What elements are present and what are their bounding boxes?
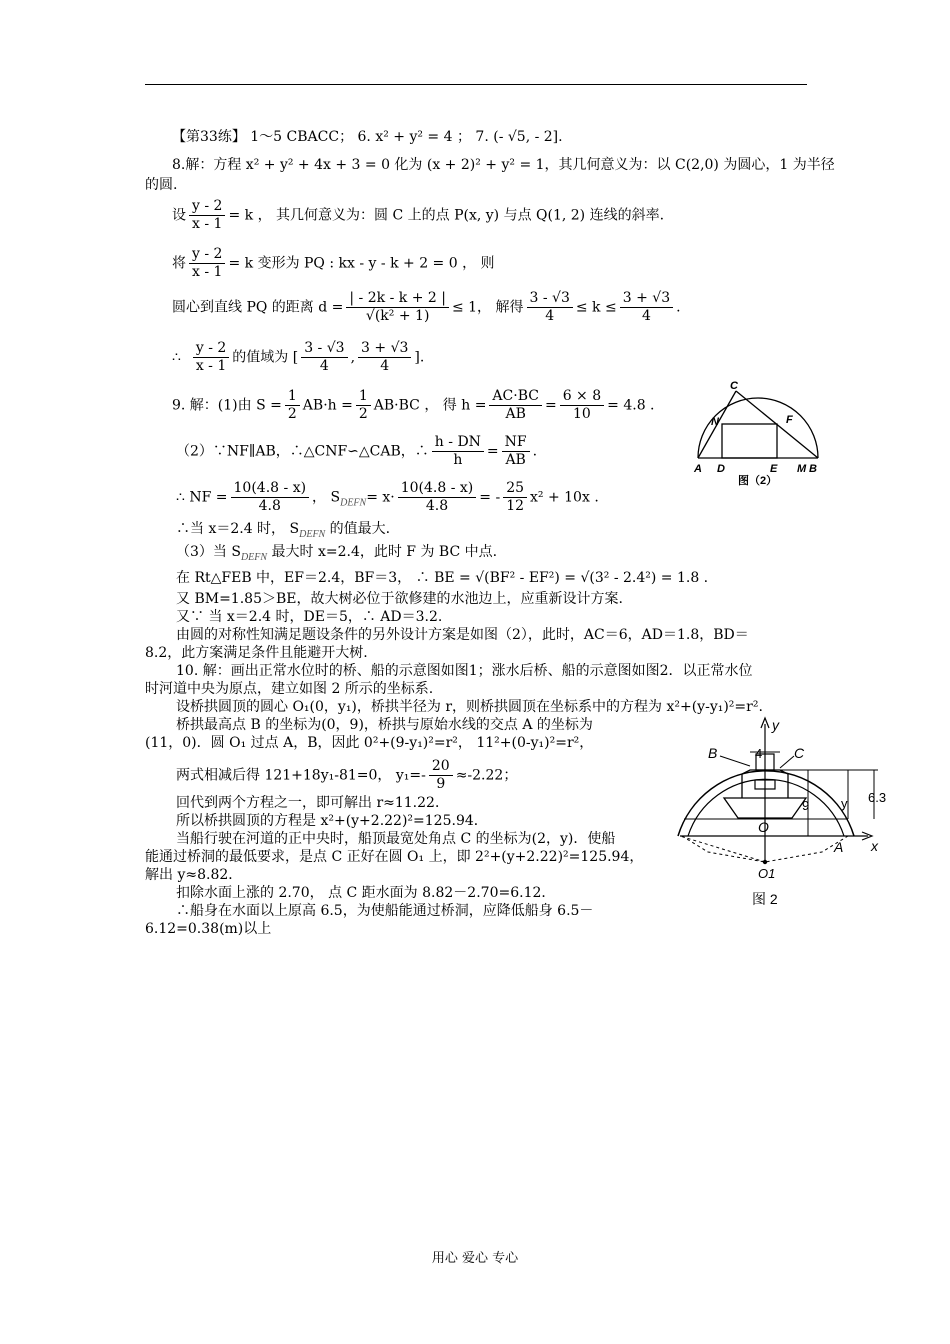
slope-den-2: x - 1 bbox=[192, 264, 223, 280]
ratio-den-2: AB bbox=[505, 452, 526, 468]
nf-num: 10(4.8 - x) bbox=[231, 480, 310, 498]
y1-num: 20 bbox=[429, 758, 453, 776]
inscribed-rectangle bbox=[722, 424, 777, 458]
fig1-label-e: E bbox=[770, 463, 778, 475]
q8-range-end: ]. bbox=[414, 349, 425, 366]
q9-line7: 又 BM=1.85＞BE，故大树必位于欲修建的水池边上，应重新设计方案. bbox=[176, 591, 623, 607]
semicircle-arc bbox=[698, 398, 818, 458]
q9-part3 bbox=[176, 543, 497, 567]
fig2-label-9: 9 bbox=[802, 798, 810, 813]
nf-prefix: ∴ NF = bbox=[176, 489, 228, 506]
k-upper-num: 3 + √3 bbox=[620, 290, 673, 308]
center-o1-point bbox=[763, 860, 767, 864]
k-lower-den: 4 bbox=[545, 308, 555, 324]
q9-line10: 8.2，此方案满足条件且能避开大树. bbox=[145, 645, 368, 661]
k-upper-fraction bbox=[620, 290, 673, 325]
h-fraction-2 bbox=[560, 388, 604, 423]
fig1-label-d: D bbox=[717, 463, 725, 475]
q9-l4: ∴当 x＝2.4 时， S bbox=[176, 521, 300, 537]
q8-range: ∴ $\frac{y - 2}{x - 1}$ 的值域为 [ $\frac{3 - √3}{4}$ , $\frac{3 + √3}{4}$ ]. bbox=[172, 340, 425, 374]
s-label: ， S bbox=[312, 489, 341, 506]
fig1-label-n: N bbox=[711, 416, 719, 428]
q10-line12: 扣除水面上涨的 2.70， 点 C 距水面为 8.82－2.70=6.12． bbox=[176, 885, 556, 901]
q8-set-slope bbox=[172, 198, 664, 233]
q9-l4-end: 的值最大. bbox=[325, 521, 391, 537]
slope-den: x - 1 bbox=[192, 216, 223, 232]
half-fraction-2 bbox=[356, 388, 371, 423]
coef-num: 25 bbox=[503, 480, 527, 498]
q9-part1 bbox=[172, 388, 655, 423]
q10-line1: 10. 解：画出正常水位时的桥、船的示意图如图1；涨水后桥、船的示意图如图2．以正常水位 bbox=[176, 663, 753, 679]
q9-part2 bbox=[176, 434, 537, 469]
q8-line2: 的圆. bbox=[145, 177, 178, 193]
fig2-label-63: 6.3 bbox=[868, 790, 887, 805]
fig1-label-c: C bbox=[730, 380, 738, 392]
q10-line14: 6.12=0.38(m)以上 bbox=[145, 921, 272, 937]
q9-line6: 在 Rt△FEB 中，EF＝2.4，BF＝3， ∴ BE = √(BF² - EF²) = √(3² - 2.4²) = 1.8 . bbox=[176, 570, 709, 586]
page-footer: 用心 爱心 专心 bbox=[431, 1251, 519, 1266]
range-lower-num: 3 - √3 bbox=[301, 340, 347, 358]
ratio-num-2: NF bbox=[502, 434, 530, 452]
q10-line5: (11，0)．圆 O₁ 过点 A，B，因此 0²+(9-y₁)²=r²， 11²+(0-y₁)²=r²， bbox=[145, 735, 594, 751]
q9-l1-prefix: 9. 解：(1)由 S = bbox=[172, 397, 282, 414]
figure-bridge bbox=[668, 712, 893, 912]
q10-line7: 回代到两个方程之一，即可解出 r≈11.22． bbox=[176, 795, 449, 811]
coef-den: 12 bbox=[506, 498, 525, 514]
slope-den-3: x - 1 bbox=[195, 358, 227, 374]
leader-c bbox=[780, 756, 794, 768]
range-lower-den: 4 bbox=[319, 358, 329, 374]
ratio-end: . bbox=[532, 443, 538, 460]
s-eq: = x· bbox=[366, 489, 395, 506]
q10-line3: 设桥拱圆顶的圆心 O₁(0，y₁)，桥拱半径为 r，则桥拱圆顶在坐标系中的方程为 x²+(y-y₁)²=r². bbox=[176, 699, 763, 715]
nf-den: 4.8 bbox=[258, 498, 281, 514]
q9-l4-sub: DEFN bbox=[299, 528, 326, 540]
h-value: = 4.8 . bbox=[607, 397, 655, 414]
q9-nf-expression bbox=[176, 480, 599, 515]
half-num-2: 1 bbox=[356, 388, 371, 406]
dist-num: | - 2k - k + 2 | bbox=[346, 290, 449, 308]
fig2-label-y: y bbox=[772, 717, 779, 733]
q9-line9: 由圆的对称性知满足题设条件的另外设计方案是如图（2），此时，AC＝6，AD＝1.8，BD＝ bbox=[176, 627, 749, 643]
q8-trans-prefix: 将 bbox=[172, 255, 186, 272]
half-fraction bbox=[285, 388, 300, 423]
q8-dist-prefix: 圆心到直线 PQ 的距离 d = bbox=[172, 299, 344, 316]
h-den: AB bbox=[505, 406, 526, 422]
s-end: x² + 10x . bbox=[530, 489, 599, 506]
q10-line9: 当船行驶在河道的正中央时，船顶最宽处角点 C 的坐标为(2，y)．使船 bbox=[176, 831, 616, 847]
q10-line11: 解出 y≈8.82． bbox=[145, 867, 243, 883]
therefore-symbol: ∴ bbox=[172, 349, 181, 366]
range-upper-num: 3 + √3 bbox=[358, 340, 411, 358]
q8-transform bbox=[172, 246, 495, 281]
figure-semicircle bbox=[690, 378, 825, 490]
q8-trans-suffix: = k 变形为 PQ : kx - y - k + 2 = 0 ， 则 bbox=[228, 255, 495, 272]
fig2-label-a: A bbox=[834, 839, 844, 855]
range-upper-den: 4 bbox=[380, 358, 390, 374]
range-upper bbox=[358, 340, 411, 375]
dist-fraction bbox=[346, 290, 449, 325]
q10-line10: 能通过桥洞的最低要求，是点 C 正好在圆 O₁ 上，即 2²+(y+2.22)²=125.94， bbox=[145, 849, 644, 865]
k-lower-fraction bbox=[527, 290, 573, 325]
q10-line13: ∴船身在水面以上原高 6.5，为使船能通过桥洞，应降低船身 6.5－ bbox=[176, 903, 594, 919]
ratio-fraction-1 bbox=[432, 434, 484, 469]
q8-distance: 圆心到直线 PQ 的距离 d = $\frac{| - 2k - k + 2 |}{\text{√(k² + 1)}}$ ≤ 1， 解得 $\frac{3 - √3}{4}$ ≤ k ≤ $\frac{3 + √3}{4}$ . bbox=[172, 290, 681, 324]
fig1-label-a: A bbox=[694, 463, 702, 475]
fig1-label-b: B bbox=[809, 463, 817, 475]
h-eq: = bbox=[544, 397, 557, 414]
y1-fraction bbox=[429, 758, 453, 793]
h-den-2: 10 bbox=[573, 406, 591, 422]
s-den: 4.8 bbox=[425, 498, 449, 514]
leader-b bbox=[720, 756, 750, 766]
slope-fraction bbox=[189, 198, 225, 233]
fig2-label-o: O bbox=[758, 819, 769, 835]
q9-l5: （3）当 S bbox=[176, 544, 241, 560]
fig2-label-y-dim: y bbox=[841, 796, 848, 811]
fig1-label-f: F bbox=[786, 414, 793, 426]
slope-num-3: y - 2 bbox=[193, 340, 229, 358]
q9-l5-end: 最大时 x=2.4，此时 F 为 BC 中点. bbox=[267, 544, 498, 560]
ratio-den-1: h bbox=[453, 452, 463, 468]
q8-k-mid: ≤ k ≤ bbox=[575, 299, 617, 316]
h-num: AC·BC bbox=[489, 388, 542, 406]
q10-line6 bbox=[176, 758, 517, 793]
q9-line8: 又∵ 当 x＝2.4 时，DE＝5，∴ AD＝3.2. bbox=[176, 609, 443, 625]
slope-fraction-3 bbox=[193, 340, 229, 375]
fig2-label-o1: O1 bbox=[758, 866, 776, 881]
k-lower-num: 3 - √3 bbox=[527, 290, 573, 308]
h-fraction bbox=[489, 388, 542, 423]
slope-fraction-2 bbox=[189, 246, 225, 281]
ratio-eq: = bbox=[486, 443, 499, 460]
fig2-label-4: 4 bbox=[755, 746, 763, 761]
fig2-label-x: x bbox=[871, 838, 878, 854]
fig1-caption: 图（2） bbox=[738, 475, 778, 487]
q9-l1-mid1: AB·h = bbox=[302, 397, 353, 414]
k-upper-den: 4 bbox=[641, 308, 651, 324]
nf-fraction bbox=[231, 480, 310, 515]
header-rule bbox=[145, 84, 807, 85]
q9-l5-sub: DEFN bbox=[240, 551, 268, 563]
q8-set-prefix: 设 bbox=[172, 207, 186, 224]
q9-l2-text: （2）∵NF∥AB，∴△CNF∽△CAB，∴ bbox=[176, 443, 429, 460]
q9-l1-mid2: AB·BC ， 得 h = bbox=[373, 397, 487, 414]
q10-l6-prefix: 两式相减后得 121+18y₁-81=0， y₁=- bbox=[176, 767, 426, 784]
s-num: 10(4.8 - x) bbox=[398, 480, 477, 498]
q8-range-text: 的值域为 [ bbox=[232, 349, 299, 366]
q9-max-line bbox=[176, 520, 390, 544]
fig2-label-c: C bbox=[794, 745, 805, 761]
h-num-2: 6 × 8 bbox=[560, 388, 604, 406]
half-num: 1 bbox=[285, 388, 300, 406]
q8-set-suffix: = k ， 其几何意义为：圆 C 上的点 P(x, y) 与点 Q(1, 2) 连线的斜率. bbox=[228, 207, 665, 224]
radius-dashed-left bbox=[680, 836, 765, 862]
coef-fraction bbox=[503, 480, 527, 515]
fig2-label-b: B bbox=[708, 745, 718, 761]
ratio-fraction-2 bbox=[502, 434, 530, 469]
q8-dist-mid: ≤ 1， 解得 bbox=[451, 299, 524, 316]
s-fraction bbox=[398, 480, 477, 515]
ratio-num-1: h - DN bbox=[432, 434, 484, 452]
q8-line1: 8.解：方程 x² + y² + 4x + 3 = 0 化为 (x + 2)² + y² = 1，其几何意义为：以 C(2,0) 为圆心，1 为半径 bbox=[172, 157, 835, 173]
half-den-2: 2 bbox=[358, 406, 368, 422]
half-den: 2 bbox=[287, 406, 297, 422]
q10-line4: 桥拱最高点 B 的坐标为(0，9)，桥拱与原始水线的交点 A 的坐标为 bbox=[176, 717, 593, 733]
dist-den: √(k² + 1) bbox=[365, 308, 430, 324]
q10-line8: 所以桥拱圆顶的方程是 x²+(y+2.22)²=125.94． bbox=[176, 813, 488, 829]
fig2-caption: 图 2 bbox=[752, 891, 778, 907]
range-lower bbox=[301, 340, 347, 375]
fig1-label-m: M bbox=[797, 463, 807, 475]
y1-den: 9 bbox=[436, 776, 446, 792]
answers-33: 【第33练】 1～5 CBACC； 6. x² + y² = 4 ； 7. (- √5, - 2]. bbox=[172, 129, 563, 145]
slope-num-2: y - 2 bbox=[189, 246, 225, 264]
slope-num: y - 2 bbox=[189, 198, 225, 216]
s-subscript: DEFN bbox=[340, 497, 367, 509]
q10-line2: 时河道中央为原点，建立如图 2 所示的坐标系. bbox=[145, 681, 434, 697]
s-eq2: = - bbox=[479, 489, 501, 506]
q10-l6-end: ≈-2.22； bbox=[455, 767, 518, 784]
